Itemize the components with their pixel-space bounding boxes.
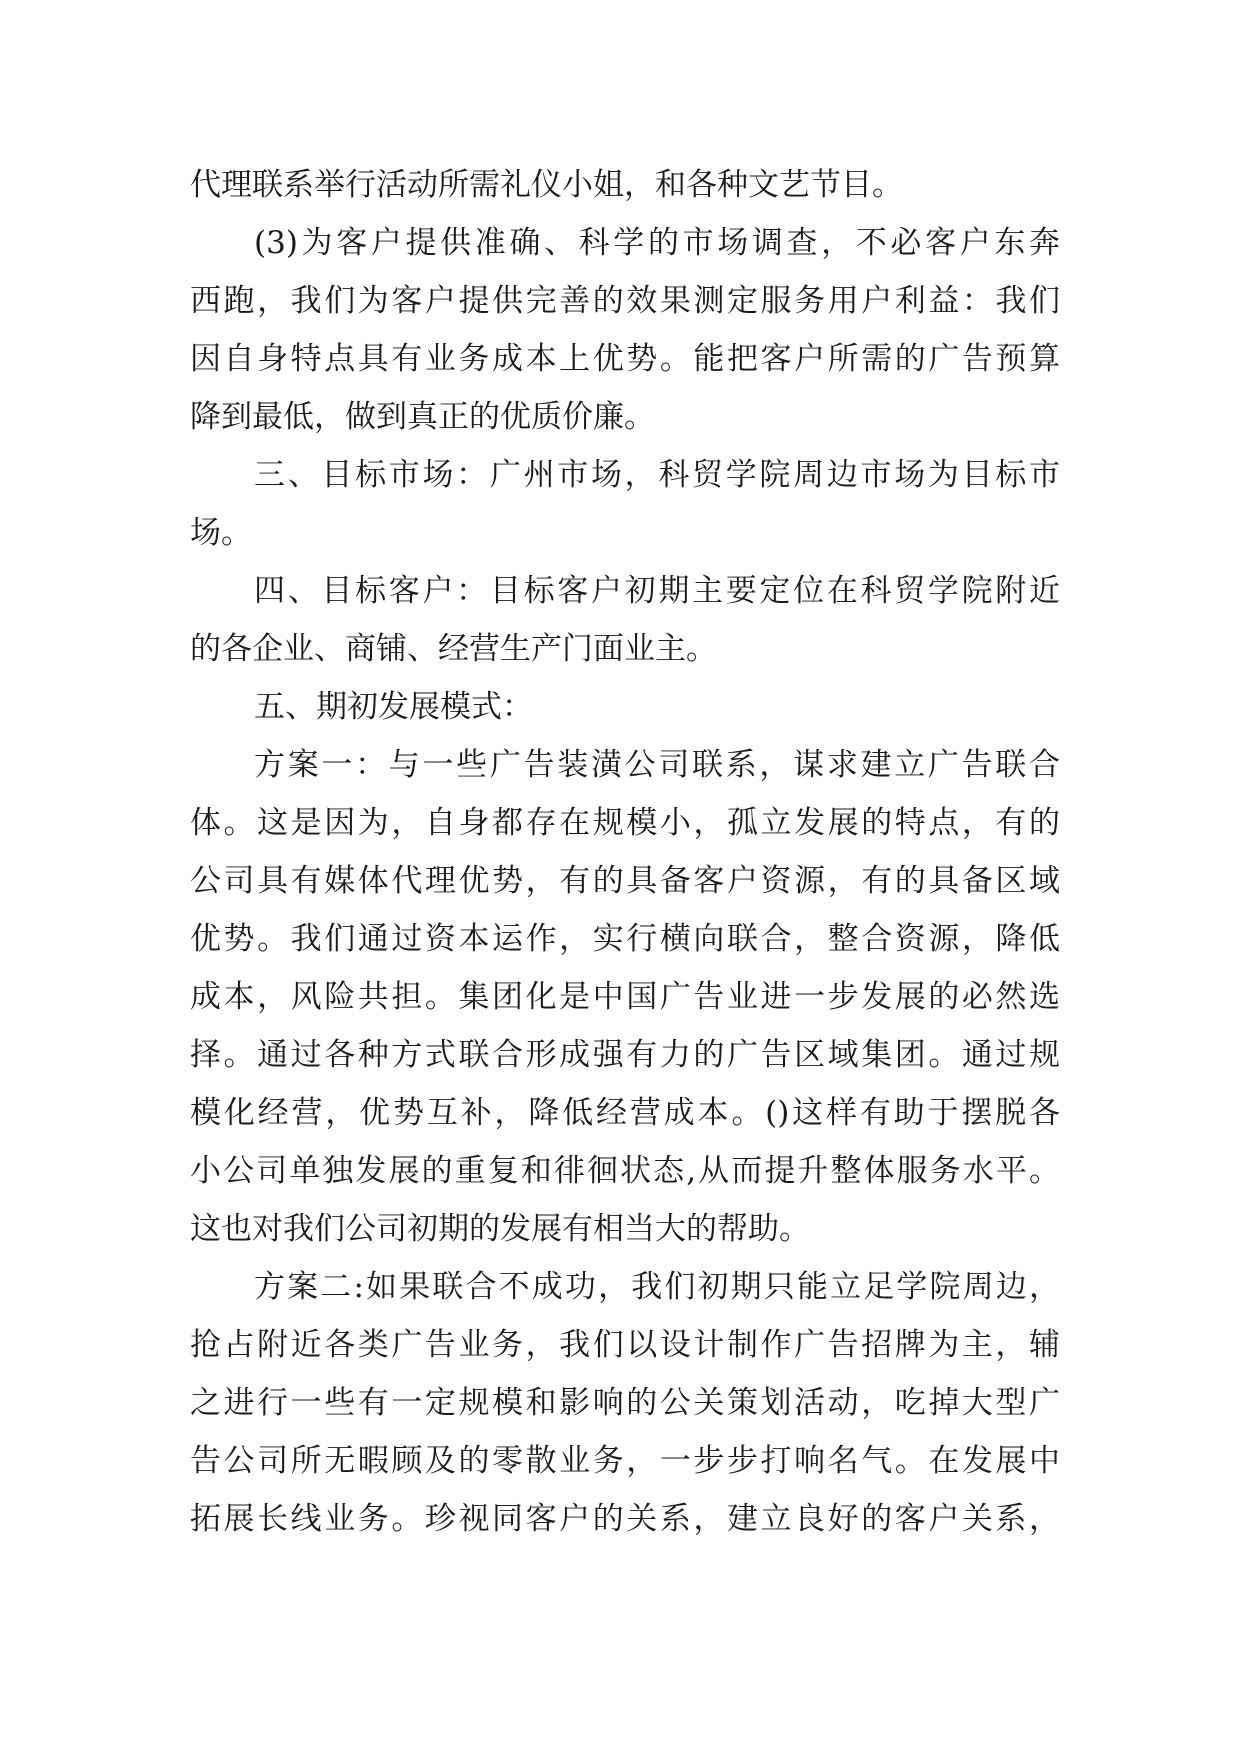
text-line: 场。: [190, 515, 252, 551]
text-line: 公司具有媒体代理优势，有的具备客户资源，有的具备区域: [190, 863, 1060, 899]
text-line: 的各企业、商铺、经营生产门面业主。: [190, 631, 717, 667]
text-line: 方案一：与一些广告装潢公司联系，谋求建立广告联合: [254, 747, 1060, 783]
text-line: 代理联系举行活动所需礼仪小姐，和各种文艺节目。: [190, 167, 903, 203]
text-line: 优势。我们通过资本运作，实行横向联合，整合资源，降低: [190, 921, 1060, 957]
text-line: 三、目标市场：广州市场，科贸学院周边市场为目标市: [254, 457, 1060, 493]
text-line: 小公司单独发展的重复和徘徊状态,从而提升整体服务水平。: [190, 1153, 1060, 1189]
text-line: 告公司所无暇顾及的零散业务，一步步打响名气。在发展中: [190, 1443, 1060, 1479]
text-line: 体。这是因为，自身都存在规模小，孤立发展的特点，有的: [190, 805, 1060, 841]
text-line: 拓展长线业务。珍视同客户的关系，建立良好的客户关系，: [190, 1501, 1060, 1537]
text-line: 之进行一些有一定规模和影响的公关策划活动，吃掉大型广: [190, 1385, 1060, 1421]
text-line: 模化经营，优势互补，降低经营成本。()这样有助于摆脱各: [190, 1095, 1060, 1131]
text-line: 择。通过各种方式联合形成强有力的广告区域集团。通过规: [190, 1037, 1060, 1073]
text-line: (3)为客户提供准确、科学的市场调查，不必客户东奔: [254, 225, 1060, 261]
text-line: 方案二:如果联合不成功，我们初期只能立足学院周边，: [254, 1269, 1060, 1305]
document-body: [190, 156, 1060, 1548]
text-line: 四、目标客户：目标客户初期主要定位在科贸学院附近: [254, 573, 1060, 609]
text-line: 这也对我们公司初期的发展有相当大的帮助。: [190, 1211, 810, 1247]
text-line: 抢占附近各类广告业务，我们以设计制作广告招牌为主，辅: [190, 1327, 1060, 1363]
text-line: 因自身特点具有业务成本上优势。能把客户所需的广告预算: [190, 341, 1060, 377]
text-line: 五、期初发展模式：: [254, 689, 533, 725]
text-line: 成本，风险共担。集团化是中国广告业进一步发展的必然选: [190, 979, 1060, 1015]
text-line: 西跑，我们为客户提供完善的效果测定服务用户利益：我们: [190, 283, 1060, 319]
text-line: 降到最低，做到真正的优质价廉。: [190, 399, 655, 435]
